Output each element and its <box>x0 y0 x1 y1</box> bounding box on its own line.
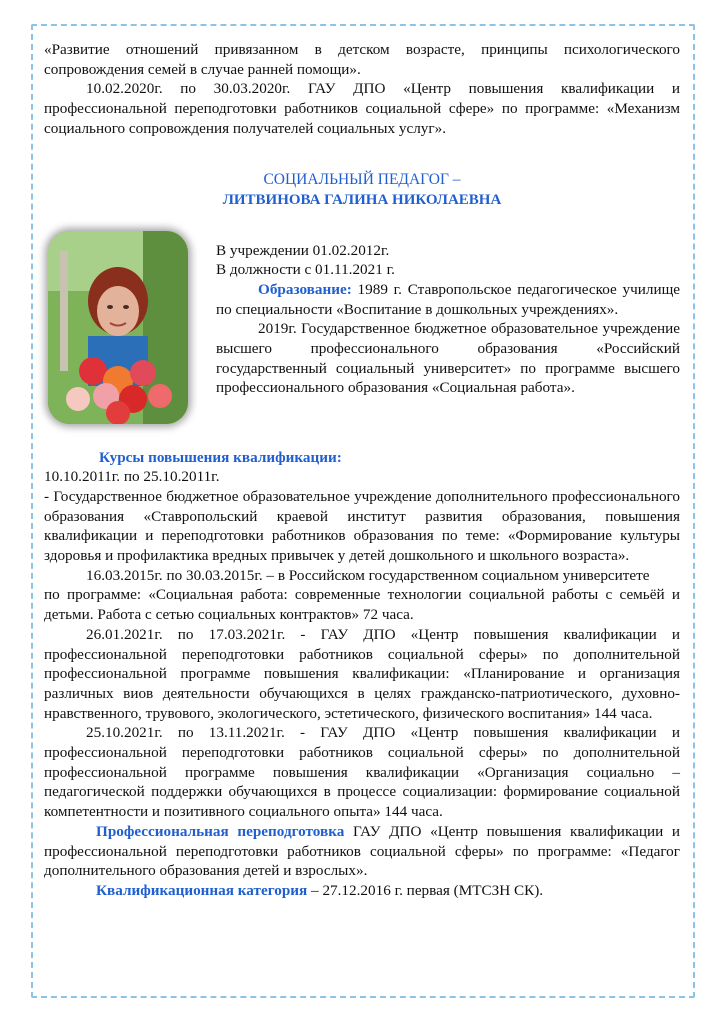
bio-text <box>216 231 680 424</box>
retraining-text: ГАУ ДПО «Центр повышения квалификации и профессиональной переподготовки работников социальной сферы» по программе: «Педагог дополнительного образования детей и взрослых». <box>44 822 680 880</box>
course-1-text: - Государственное бюджетное образовательное учреждение дополнительного профессионального образования «Ставропольский краевой институт развития образования, повышения квалификации и переподготовки работников образования по теме: «Формирование культуры здоровья и профилактика вредных привычек у детей дошкольного и школьного возраста». <box>44 487 680 565</box>
course-2-text: 16.03.2015г. по 30.03.2015г. – в Российском государственном социальном университете <box>86 566 650 584</box>
heading-name: ЛИТВИНОВА ГАЛИНА НИКОЛАЕВНА <box>222 191 502 208</box>
document-body <box>44 40 680 901</box>
intro-paragraph-1: «Развитие отношений привязанном в детском возрасте, принципы психологического сопровождения семей в случае ранней помощи». <box>44 41 680 78</box>
education-paragraph-2: 2019г. Государственное бюджетное образовательное учреждение высшего профессионального образования «Российский государственный социальный университет» по программе высшего профессионального образования «Социальная работа». <box>216 320 680 397</box>
section-heading <box>44 169 680 211</box>
course-2-continued: по программе: «Социальная работа: современные технологии социальной работы с семьёй и детьми. Работа с сетью социальных контрактов» 72 часа. <box>44 586 680 624</box>
category-label: Квалификационная категория <box>96 881 308 899</box>
since-organization: В учреждении 01.02.2012г. <box>216 241 390 259</box>
bio-block <box>44 231 680 424</box>
intro-paragraph-2: 10.02.2020г. по 30.03.2020г. ГАУ ДПО «Центр повышения квалификации и профессиональной переподготовки работников социальной сфере» по программе: «Механизм социального сопровождения получателей социальных услуг». <box>44 80 680 137</box>
education-paragraph-1 <box>216 280 680 319</box>
retraining-label: Профессиональная переподготовка <box>96 822 345 840</box>
course-3-text: 26.01.2021г. по 17.03.2021г. - ГАУ ДПО «Центр повышения квалификации и профессиональной переподготовки работников социальной сферы» по дополнительной профессиональной программе повышения квалификации: «Планирование и организация различных виов деятельности обучающихся в целях гражданско-патриотического, духовно-нравственного, трувового, экологического, эстетического, физического воспитания» 144 часа. <box>44 625 680 722</box>
portrait-photo <box>48 231 188 424</box>
course-1-dates: 10.10.2011г. по 25.10.2011г. <box>44 468 220 486</box>
education-1-text: 1989 г. Ставропольское педагогическое училище по специальности «Воспитание в дошкольных учреждениях». <box>216 280 681 318</box>
courses-title: Курсы повышения квалификации: <box>99 448 342 466</box>
heading-role: СОЦИАЛЬНЫЙ ПЕДАГОГ – <box>263 170 461 188</box>
portrait-illustration <box>48 231 188 424</box>
category-text: – 27.12.2016 г. первая (МТСЗН СК). <box>307 881 544 899</box>
retraining-paragraph <box>44 822 680 881</box>
course-4-text: 25.10.2021г. по 13.11.2021г. - ГАУ ДПО «Центр повышения квалификации и профессиональной переподготовки работников социальной сферы» по дополнительной профессиональной программе повышения квалификации «Организация социально – педагогической поддержки обучающихся в процессе социализации: формирование социальной компетентности и позитивного социального опыта» 144 часа. <box>44 724 680 821</box>
education-label: Образование: <box>258 280 352 298</box>
since-position: В должности с 01.11.2021 г. <box>216 261 395 279</box>
category-paragraph <box>44 881 680 901</box>
